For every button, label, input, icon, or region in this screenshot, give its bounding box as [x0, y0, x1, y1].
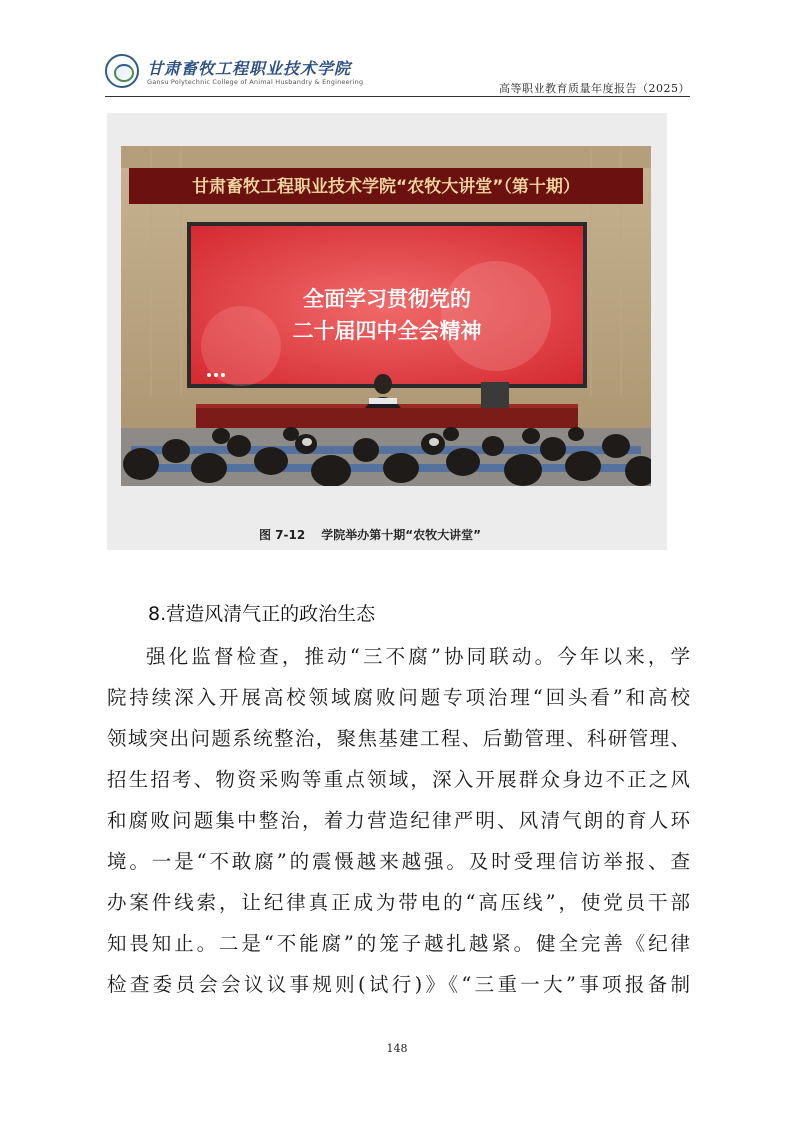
paragraph-line: 知畏知止。二是“不能腐”的笼子越扎越紧。健全完善《纪律	[107, 932, 690, 955]
paragraph-line: 境。一是“不敢腐”的震慑越来越强。及时受理信访举报、查	[107, 850, 690, 873]
section-heading: 8.营造风清气正的政治生态	[148, 603, 376, 625]
paragraph-line: 办案件线索，让纪律真正成为带电的“高压线”，使党员干部	[107, 891, 690, 914]
paragraph-line: 强化监督检查，推动“三不腐”协同联动。今年以来，学	[146, 645, 690, 668]
report-title: 高等职业教育质量年度报告（2025）	[499, 82, 690, 95]
figure-caption	[107, 526, 667, 543]
paragraph-line: 领域突出问题系统整治，聚焦基建工程、后勤管理、科研管理、	[107, 727, 690, 750]
paragraph-line: 检查委员会会议议事规则(试行)》《“三重一大”事项报备制	[107, 973, 690, 996]
header-divider	[105, 96, 690, 97]
figure	[107, 113, 667, 550]
screen-line-2: 二十届四中全会精神	[292, 319, 482, 343]
banner-text: 甘肃畜牧工程职业技术学院“农牧大讲堂”（第十期）	[192, 177, 580, 197]
paragraph-line: 和腐败问题集中整治，着力营造纪律严明、风清气朗的育人环	[107, 809, 690, 832]
figure-number: 图 7-12	[259, 528, 306, 542]
school-logo-icon	[105, 54, 139, 88]
paragraph-line: 院持续深入开展高校领域腐败问题专项治理“回头看”和高校	[107, 686, 690, 709]
school-name-en: Gansu Polytechnic College of Animal Husbandry & Engineering	[147, 78, 364, 86]
screen-line-1: 全面学习贯彻党的	[303, 287, 471, 311]
page-number: 148	[386, 1042, 408, 1055]
page-header	[105, 52, 690, 98]
school-name-cn: 甘肃畜牧工程职业技术学院	[147, 59, 352, 78]
figure-caption-text: 学院举办第十期“农牧大讲堂”	[321, 528, 481, 542]
lecture-photo	[121, 146, 651, 486]
body-paragraph	[107, 641, 690, 1010]
paragraph-line: 招生招考、物资采购等重点领域，深入开展群众身边不正之风	[107, 768, 690, 791]
